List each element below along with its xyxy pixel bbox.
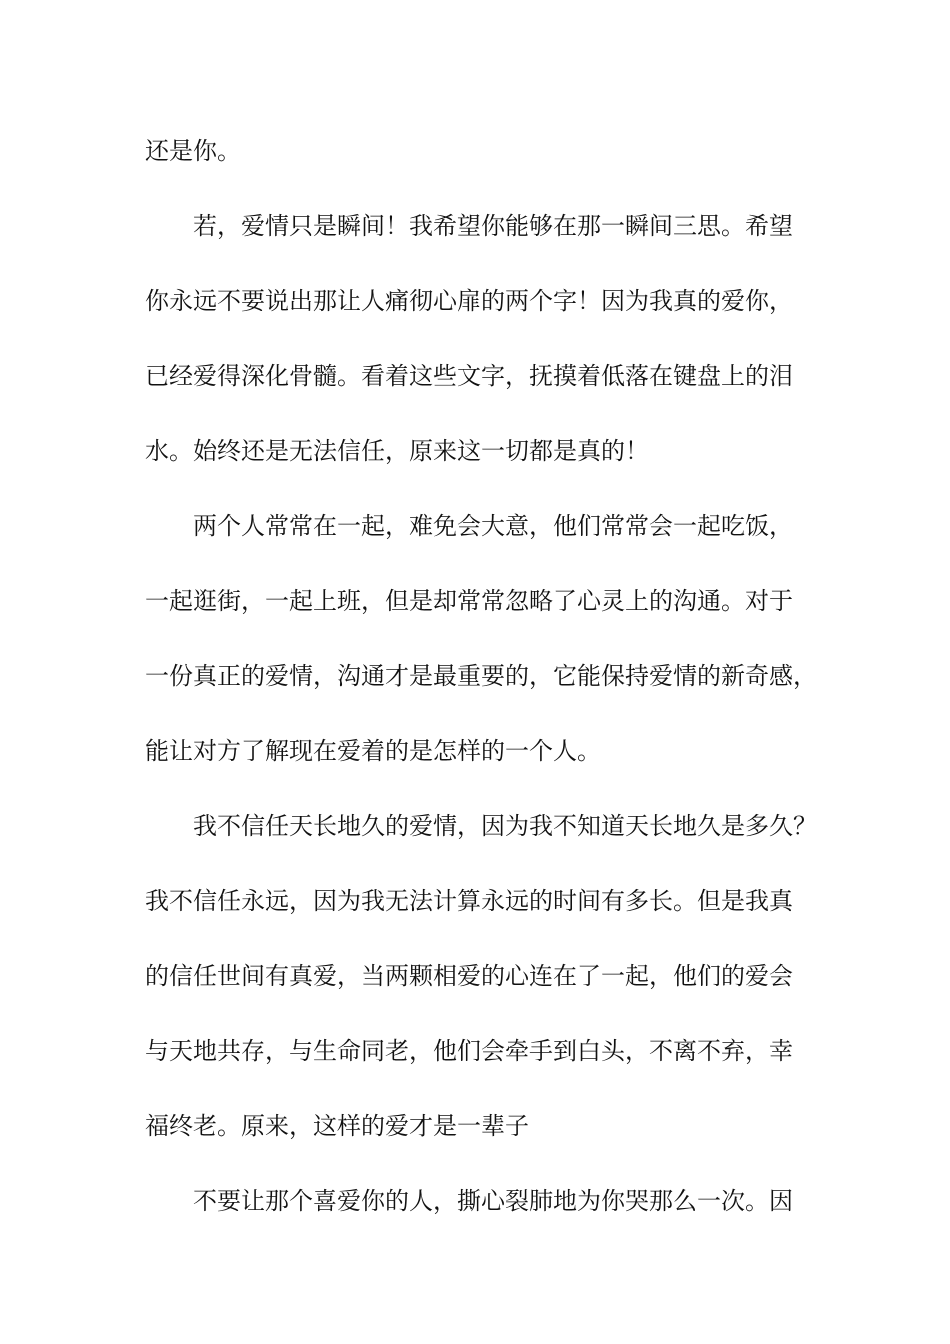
text-line: 的信任世间有真爱，当两颗相爱的心连在了一起，他们的爱会	[145, 962, 793, 990]
text-line: 福终老。原来，这样的爱才是一辈子	[145, 1112, 529, 1140]
text-line: 你永远不要说出那让人痛彻心扉的两个字！因为我真的爱你，	[145, 287, 793, 315]
text-line: 不要让那个喜爱你的人，撕心裂肺地为你哭那么一次。因	[193, 1187, 793, 1215]
text-line: 水。始终还是无法信任，原来这一切都是真的！	[145, 437, 649, 465]
text-line: 与天地共存，与生命同老，他们会牵手到白头，不离不弃，幸	[145, 1037, 793, 1065]
text-line: 一起逛街，一起上班，但是却常常忽略了心灵上的沟通。对于	[145, 587, 793, 615]
text-line: 我不信任永远，因为我无法计算永远的时间有多长。但是我真	[145, 887, 793, 915]
text-line: 两个人常常在一起，难免会大意，他们常常会一起吃饭，	[193, 512, 793, 540]
text-line: 还是你。	[145, 137, 241, 165]
text-line: 能让对方了解现在爱着的是怎样的一个人。	[145, 737, 601, 765]
text-line: 若，爱情只是瞬间！我希望你能够在那一瞬间三思。希望	[193, 212, 793, 240]
text-line: 一份真正的爱情，沟通才是最重要的，它能保持爱情的新奇感，	[145, 662, 817, 690]
text-line: 已经爱得深化骨髓。看着这些文字，抚摸着低落在键盘上的泪	[145, 362, 793, 390]
text-line: 我不信任天长地久的爱情，因为我不知道天长地久是多久？	[193, 812, 817, 840]
